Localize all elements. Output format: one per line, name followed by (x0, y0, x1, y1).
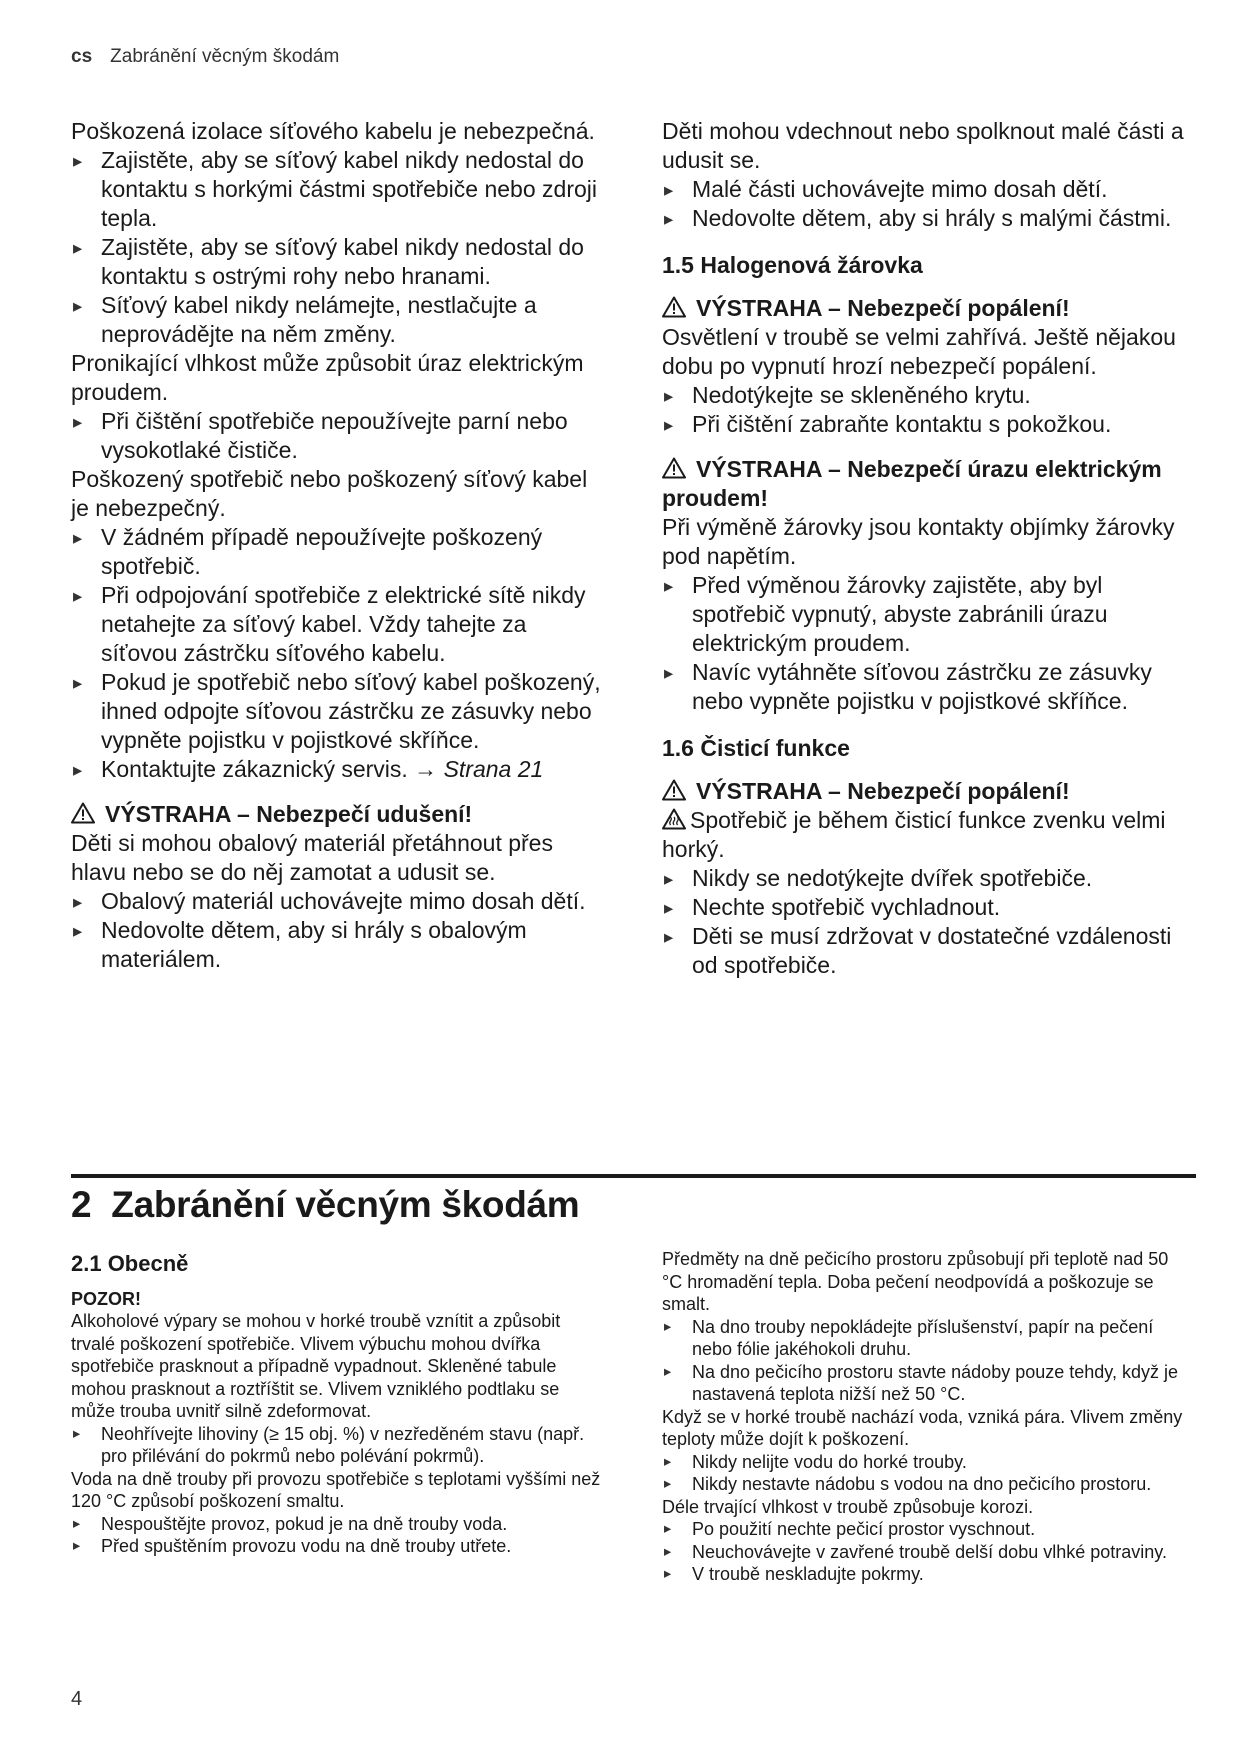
warning-triangle-icon (662, 457, 686, 479)
list-item: ▸ Nechte spotřebič vychladnout. (662, 893, 1192, 922)
bullet-list (71, 1513, 601, 1558)
warning-text: VÝSTRAHA – Nebezpečí popálení! (696, 295, 1070, 321)
paragraph (662, 806, 1192, 864)
left-column-bottom (71, 1253, 601, 1558)
list-item: ▸ Nikdy nestavte nádobu s vodou na dno pečicího prostoru. (662, 1473, 1192, 1496)
warning-triangle-icon (662, 296, 686, 318)
caution-label: POZOR! (71, 1288, 141, 1309)
chapter-divider (71, 1174, 1196, 1178)
bullet-list (71, 146, 601, 349)
paragraph: Když se v horké troubě nachází voda, vzniká pára. Vlivem změny teploty může dojít k poškození. (662, 1406, 1183, 1449)
paragraph: Voda na dně trouby při provozu spotřebiče s teplotami vyššími než 120 °C způsobí poškození smaltu. (71, 1468, 601, 1511)
warning-text: VÝSTRAHA – Nebezpečí udušení! (105, 801, 473, 827)
list-item: ▸ Před spuštěním provozu vodu na dně trouby utřete. (71, 1535, 601, 1558)
chapter-title (71, 1184, 579, 1226)
bullet-list (71, 407, 601, 465)
list-item: ▸ Nedovolte dětem, aby si hrály s malými částmi. (662, 204, 1192, 233)
paragraph: Poškozený spotřebič nebo poškozený síťový kabel je nebezpečný. (71, 466, 588, 521)
paragraph: Osvětlení v troubě se velmi zahřívá. Ještě nějakou dobu po vypnutí hrozí nebezpečí popálení. (662, 324, 1176, 379)
bullet-list (662, 571, 1192, 716)
list-item: ▸ Po použití nechte pečicí prostor vyschnout. (662, 1518, 1192, 1541)
section-heading-1-5: 1.5 Halogenová žárovka (662, 252, 923, 278)
bullet-list (662, 1451, 1192, 1496)
list-item: ▸ Nikdy se nedotýkejte dvířek spotřebiče. (662, 864, 1192, 893)
right-column-bottom (662, 1248, 1192, 1586)
list-item: ▸ Pokud je spotřebič nebo síťový kabel poškozený, ihned odpojte síťovou zástrčku ze zásuvky nebo vypněte pojistku v pojistkové skříňce. (71, 668, 601, 755)
warning-electric-shock (662, 455, 1192, 513)
bullet-list (662, 1316, 1192, 1406)
page-reference-link[interactable]: Strana 21 (443, 756, 544, 782)
bullet-list (662, 864, 1192, 980)
section-heading-2-1: 2.1 Obecně (71, 1251, 189, 1276)
list-item (71, 755, 601, 784)
list-item: ▸ Nespouštějte provoz, pokud je na dně trouby voda. (71, 1513, 601, 1536)
paragraph-text: Spotřebič je během čisticí funkce zvenku velmi horký. (662, 807, 1166, 862)
list-item: ▸ Na dno trouby nepokládejte příslušenství, papír na pečení nebo fólie jakéhokoli druhu. (662, 1316, 1192, 1361)
list-item: ▸ Obalový materiál uchovávejte mimo dosah dětí. (71, 887, 601, 916)
chapter-title-text: Zabránění věcným škodám (111, 1184, 580, 1225)
warning-suffocation (71, 800, 601, 829)
list-item: ▸ Navíc vytáhněte síťovou zástrčku ze zásuvky nebo vypněte pojistku v pojistkové skříňce. (662, 658, 1192, 716)
header-title: Zabránění věcným škodám (110, 46, 340, 67)
list-item: ▸ Nedovolte dětem, aby si hrály s obalovým materiálem. (71, 916, 601, 974)
running-header (71, 46, 339, 68)
paragraph: Déle trvající vlhkost v troubě způsobuje korozi. (662, 1496, 1034, 1517)
list-item-text: Kontaktujte zákaznický servis. → (101, 756, 444, 782)
warning-triangle-icon (71, 802, 95, 824)
paragraph: Poškozená izolace síťového kabelu je nebezpečná. (71, 118, 595, 144)
hot-surface-icon (662, 808, 686, 830)
list-item: ▸ Neohřívejte lihoviny (≥ 15 obj. %) v nezředěném stavu (např. pro přilévání do pokrmů nebo polévání pokrmů). (71, 1423, 601, 1468)
paragraph: Předměty na dně pečicího prostoru způsobují při teplotě nad 50 °C hromadění tepla. Doba pečení neodpovídá a poškozuje se smalt. (662, 1249, 1169, 1314)
list-item: ▸ Nedotýkejte se skleněného krytu. (662, 381, 1192, 410)
page-number: 4 (71, 1688, 83, 1710)
paragraph: Pronikající vlhkost může způsobit úraz elektrickým proudem. (71, 350, 584, 405)
list-item: ▸ Při čištění zabraňte kontaktu s pokožkou. (662, 410, 1192, 439)
list-item: ▸ Zajistěte, aby se síťový kabel nikdy nedostal do kontaktu s ostrými rohy nebo hranami. (71, 233, 601, 291)
list-item: ▸ Před výměnou žárovky zajistěte, aby byl spotřebič vypnutý, abyste zabránili úrazu elektrickým proudem. (662, 571, 1192, 658)
warning-triangle-icon (662, 779, 686, 801)
paragraph: Děti mohou vdechnout nebo spolknout malé části a udusit se. (662, 118, 1184, 173)
chapter-number: 2 (71, 1184, 92, 1225)
warning-text: VÝSTRAHA – Nebezpečí popálení! (696, 778, 1070, 804)
list-item: ▸ Zajistěte, aby se síťový kabel nikdy nedostal do kontaktu s horkými částmi spotřebiče nebo zdroji tepla. (71, 146, 601, 233)
right-column-top (662, 117, 1192, 980)
list-item: ▸ Děti se musí zdržovat v dostatečné vzdálenosti od spotřebiče. (662, 922, 1192, 980)
bullet-list (662, 175, 1192, 233)
language-code: cs (71, 46, 93, 67)
list-item: ▸ Síťový kabel nikdy nelámejte, nestlačujte a neprovádějte na něm změny. (71, 291, 601, 349)
list-item: ▸ V žádném případě nepoužívejte poškozený spotřebič. (71, 523, 601, 581)
list-item: ▸ Nikdy nelijte vodu do horké trouby. (662, 1451, 1192, 1474)
bullet-list (662, 1518, 1192, 1586)
bullet-list (71, 1423, 601, 1468)
bullet-list (71, 523, 601, 784)
warning-burn (662, 777, 1192, 806)
list-item: ▸ Neuchovávejte v zavřené troubě delší dobu vlhké potraviny. (662, 1541, 1192, 1564)
paragraph: Při výměně žárovky jsou kontakty objímky žárovky pod napětím. (662, 514, 1175, 569)
warning-burn (662, 294, 1192, 323)
list-item: ▸ Na dno pečicího prostoru stavte nádoby pouze tehdy, když je nastavená teplota nižší než 50 °C. (662, 1361, 1192, 1406)
list-item: ▸ Malé části uchovávejte mimo dosah dětí. (662, 175, 1192, 204)
list-item: ▸ V troubě neskladujte pokrmy. (662, 1563, 1192, 1586)
bullet-list (71, 887, 601, 974)
paragraph: Děti si mohou obalový materiál přetáhnout přes hlavu nebo se do něj zamotat a udusit se. (71, 830, 553, 885)
bullet-list (662, 381, 1192, 439)
list-item: ▸ Při čištění spotřebiče nepoužívejte parní nebo vysokotlaké čističe. (71, 407, 601, 465)
list-item: ▸ Při odpojování spotřebiče z elektrické sítě nikdy netahejte za síťový kabel. Vždy tahejte za síťovou zástrčku síťového kabelu. (71, 581, 601, 668)
warning-text: VÝSTRAHA – Nebezpečí úrazu elektrickým proudem! (662, 456, 1162, 511)
section-heading-1-6: 1.6 Čisticí funkce (662, 735, 850, 761)
left-column-top (71, 117, 601, 974)
paragraph: Alkoholové výpary se mohou v horké troubě vznítit a způsobit trvalé poškození spotřebiče. Vlivem výbuchu mohou dvířka spotřebiče prasknout a případně vypadnout. Skleněné tabule mohou prasknout a roztříštit se. Vlivem vzniklého podtlaku se může trouba uvnitř silně zdeformovat. (71, 1311, 561, 1421)
